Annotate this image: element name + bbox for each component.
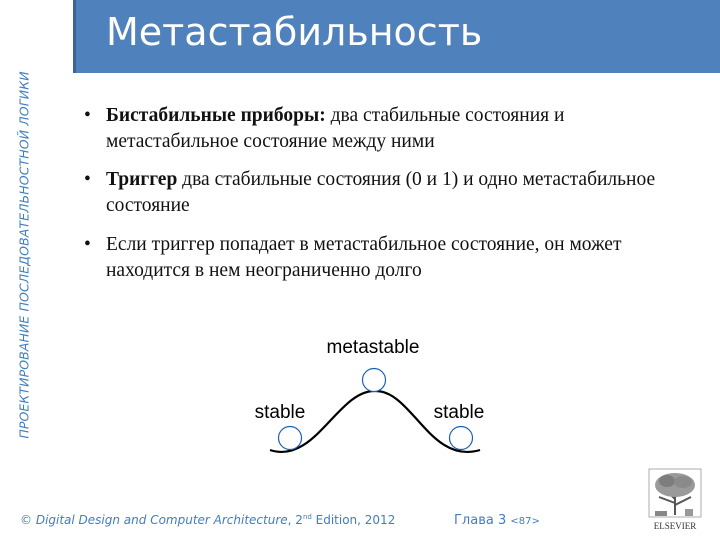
- vertical-title-text: ПРОЕКТИРОВАНИЕ ПОСЛЕДОВАТЕЛЬНОСТНОЙ ЛОГИКИ: [16, 71, 32, 439]
- footer-copyright: [20, 513, 395, 527]
- label-stable-left: stable: [254, 402, 306, 423]
- chapter-label: Глава 3: [454, 513, 511, 528]
- slide-title: Метастабильность: [106, 10, 483, 54]
- bullet-text: два стабильные состояния (0 и 1) и одно метастабильное состояние: [106, 169, 656, 217]
- title-bar: [73, 0, 720, 73]
- bullet-bold-term: Триггер: [106, 169, 178, 191]
- metastability-diagram: [230, 325, 510, 465]
- bullet-bold-term: Бистабильные приборы:: [106, 105, 326, 126]
- bullet-marker: •: [84, 105, 91, 126]
- ball-metastable: [363, 369, 386, 392]
- bullet-marker: •: [84, 233, 91, 255]
- ball-stable-right: [450, 427, 473, 450]
- ball-stable-left: [279, 427, 302, 450]
- footer-chapter: [454, 513, 540, 528]
- bullet-text: Если триггер попадает в метастабильное состояние, он может находится в нем неограниченно долго: [106, 233, 622, 281]
- bullet-list: [84, 103, 674, 296]
- bullet-item: [84, 103, 674, 154]
- bullet-item: [84, 232, 674, 283]
- book-title: Digital Design and Computer Architecture: [35, 513, 288, 527]
- logo-text: ELSEVIER: [653, 521, 697, 531]
- vertical-chapter-title: [0, 0, 48, 500]
- edition-prefix: , 2: [287, 513, 303, 527]
- elsevier-logo: [645, 467, 705, 533]
- edition-sup: nd: [302, 513, 312, 521]
- label-metastable: metastable: [326, 337, 420, 358]
- bullet-marker: •: [84, 169, 91, 191]
- label-stable-right: stable: [433, 402, 485, 423]
- edition-suffix: Edition, 2012: [311, 513, 396, 527]
- page-number: <87>: [510, 516, 540, 527]
- bullet-item: [84, 167, 674, 218]
- copyright-symbol: ©: [20, 513, 36, 527]
- bullet-text: два стабильные состояния и метастабильное состояние между ними: [106, 105, 565, 152]
